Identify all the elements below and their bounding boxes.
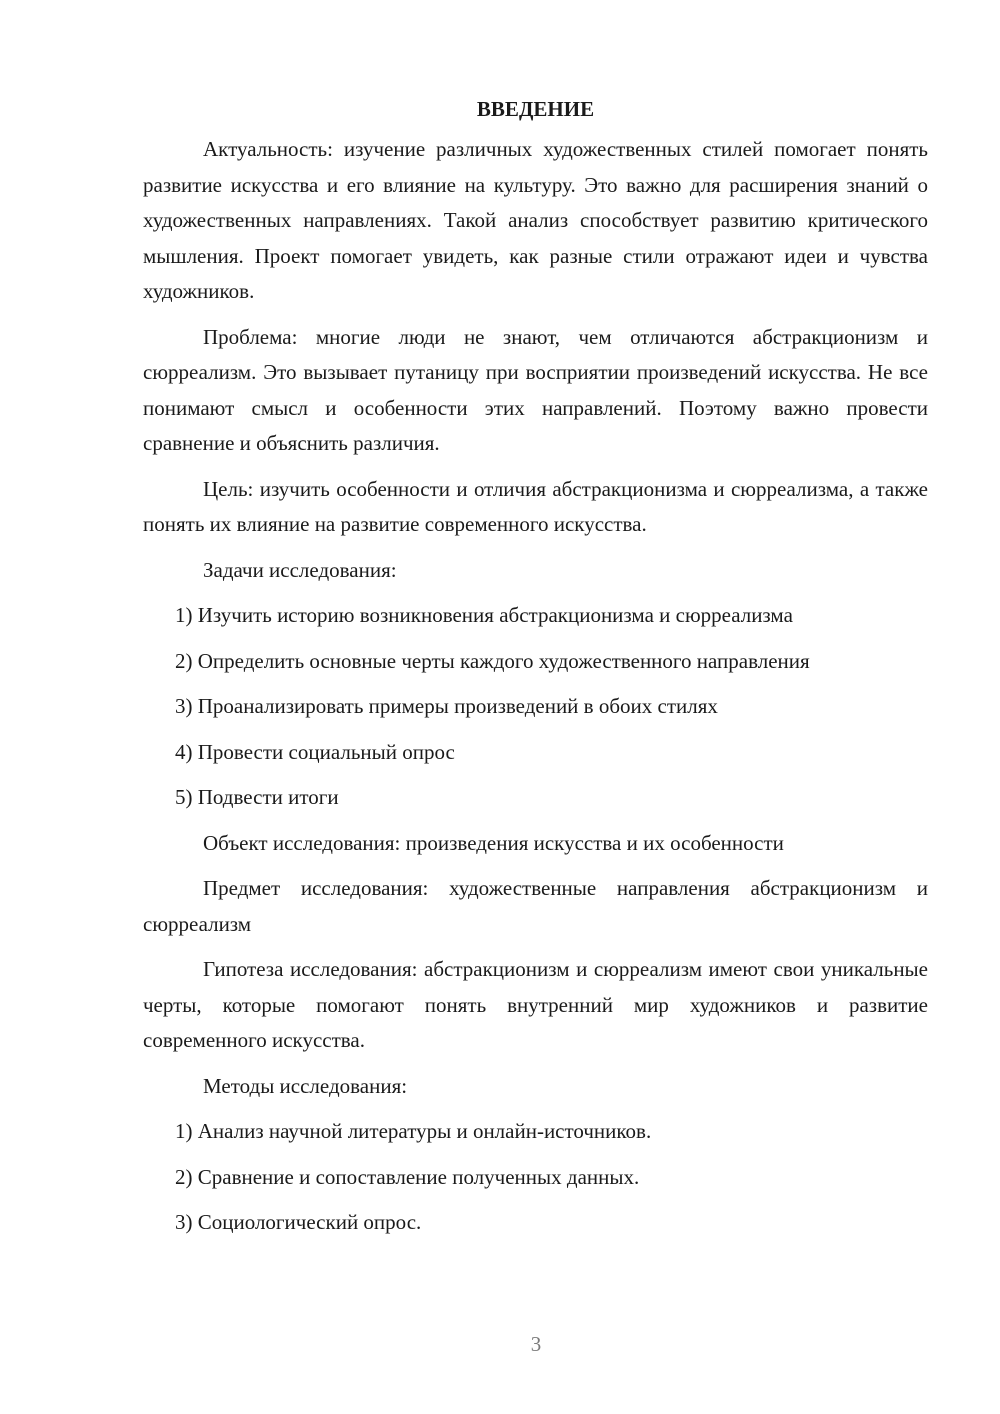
- hypothesis-paragraph: Гипотеза исследования: абстракционизм и сюрреализм имеют свои уникальные черты, которые помогают понять внутренний мир художников и развитие современного искусства.: [143, 957, 928, 1052]
- section-title: ВВЕДЕНИЕ: [476, 97, 595, 121]
- method-item: 3) Социологический опрос.: [175, 1210, 422, 1234]
- tasks-heading: Задачи исследования:: [203, 557, 397, 582]
- problem-paragraph: Проблема: многие люди не знают, чем отличаются абстракционизм и сюрреализм. Это вызывает путаницу при восприятии произведений искусства. Не все понимают смысл и особенности этих направлений. Поэтому важно провести сравнение и объяснить различия.: [143, 324, 928, 455]
- page-number: 3: [530, 1332, 542, 1356]
- task-item: 5) Подвести итоги: [175, 785, 339, 809]
- methods-heading: Методы исследования:: [203, 1073, 408, 1098]
- method-item: 1) Анализ научной литературы и онлайн-источников.: [175, 1119, 652, 1143]
- task-item: 4) Провести социальный опрос: [175, 739, 455, 764]
- method-item: 2) Сравнение и сопоставление полученных данных.: [175, 1164, 640, 1189]
- object-line: Объект исследования: произведения искусства и их особенности: [203, 830, 784, 855]
- task-item: 1) Изучить историю возникновения абстракционизма и сюрреализма: [175, 603, 793, 627]
- task-item: 2) Определить основные черты каждого художественного направления: [175, 648, 810, 673]
- goal-paragraph: Цель: изучить особенности и отличия абстракционизма и сюрреализма, а также понять их влияние на развитие современного искусства.: [143, 476, 928, 536]
- subject-paragraph: Предмет исследования: художественные направления абстракционизм и сюрреализм: [143, 876, 928, 936]
- task-item: 3) Проанализировать примеры произведений в обоих стилях: [175, 694, 718, 718]
- page-content: [143, 90, 928, 1251]
- relevance-paragraph: Актуальность: изучение различных художественных стилей помогает понять развитие искусства и его влияние на культуру. Это важно для расширения знаний о художественных направлениях. Такой анализ способствует развитию критического мышления. Проект помогает увидеть, как разные стили отражают идеи и чувства художников.: [143, 137, 928, 303]
